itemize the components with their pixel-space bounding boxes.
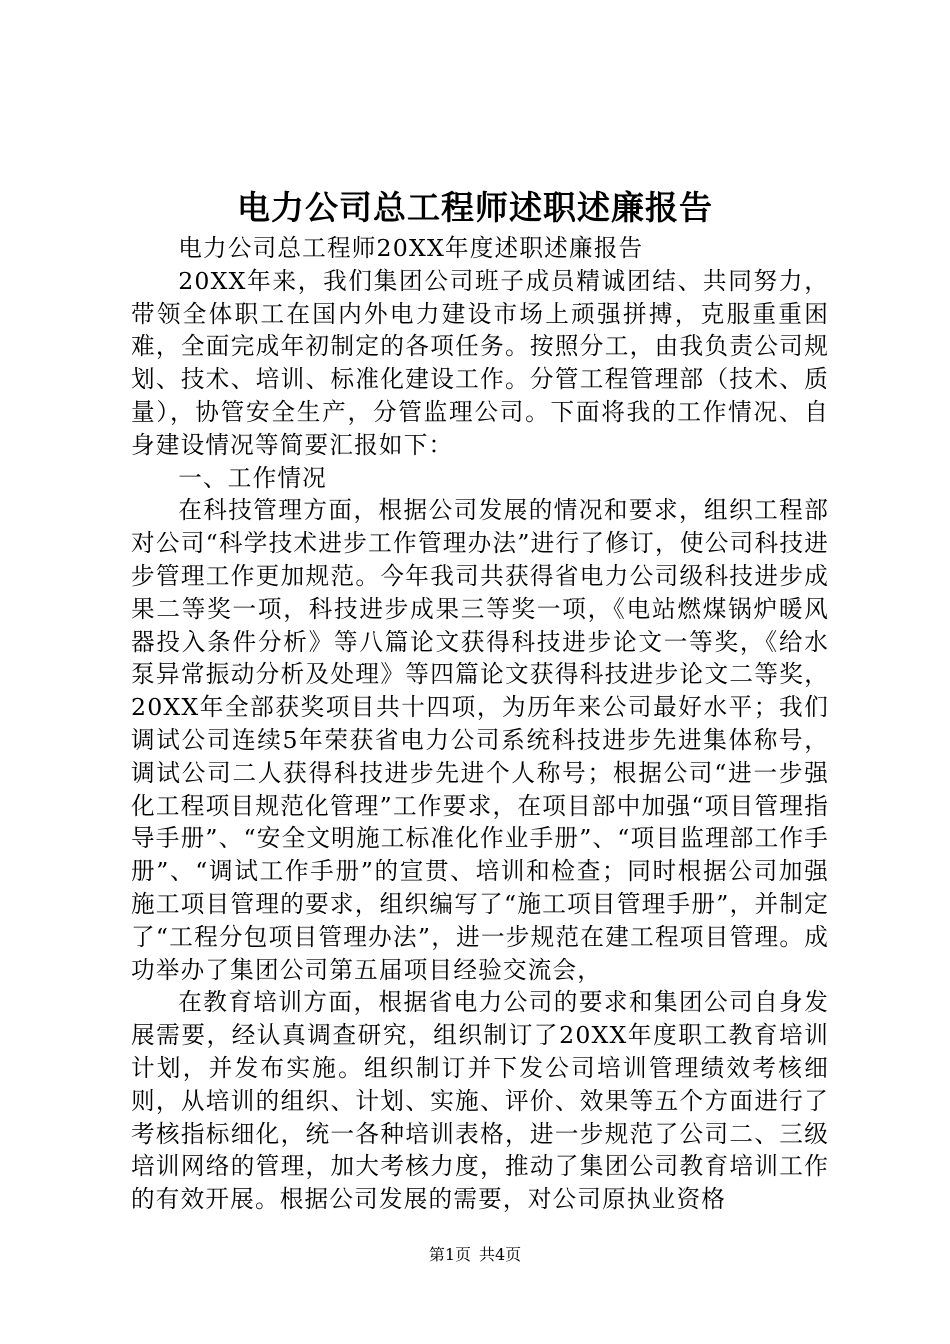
document-body — [131, 232, 829, 1216]
intro-paragraph: 20XX年来，我们集团公司班子成员精诚团结、共同努力，带领全体职工在国内外电力建设市场上顽强拼搏，克服重重困难，全面完成年初制定的各项任务。按照分工，由我负责公司规划、技术、培训、标准化建设工作。分管工程管理部（技术、质量），协管安全生产，分管监理公司。下面将我的工作情况、自身建设情况等简要汇报如下： — [131, 266, 829, 459]
training-paragraph: 在教育培训方面，根据省电力公司的要求和集团公司自身发展需要，经认真调查研究，组织制订了20XX年度职工教育培训计划，并发布实施。组织制订并下发公司培训管理绩效考核细则，从培训的组织、计划、实施、评价、效果等五个方面进行了考核指标细化，统一各种培训表格，进一步规范了公司二、三级培训网络的管理，加大考核力度，推动了集团公司教育培训工作的有效开展。根据公司发展的需要，对公司原执业资格 — [131, 988, 829, 1214]
document-title: 电力公司总工程师述职述廉报告 — [237, 188, 713, 227]
tech-management-paragraph: 在科技管理方面，根据公司发展的情况和要求，组织工程部对公司“科学技术进步工作管理办法”进行了修订，使公司科技进步管理工作更加规范。今年我司共获得省电力公司级科技进步成果二等奖一项，科技进步成果三等奖一项，《电站燃煤锅炉暖风器投入条件分析》等八篇论文获得科技进步论文一等奖，《给水泵异常振动分析及处理》等四篇论文获得科技进步论文二等奖，20XX年全部获奖项目共十四项，为历年来公司最好水平；我们调试公司连续5年荣获省电力公司系统科技进步先进集体称号，调试公司二人获得科技进步先进个人称号；根据公司“进一步强化工程项目规范化管理”工作要求，在项目部中加强“项目管理指导手册”、“安全文明施工标准化作业手册”、“项目监理部工作手册”、“调试工作手册”的宣贯、培训和检查；同时根据公司加强施工项目管理的要求，组织编写了“施工项目管理手册”，并制定了“工程分包项目管理办法”，进一步规范在建工程项目管理。成功举办了集团公司第五届项目经验交流会， — [131, 496, 829, 984]
page-total: 共4页 — [479, 1245, 522, 1264]
page-footer — [0, 1244, 950, 1266]
subtitle-paragraph: 电力公司总工程师20XX年度述职述廉报告 — [178, 234, 644, 262]
page-number: 第1页 — [428, 1245, 471, 1264]
section-heading: 一、工作情况 — [178, 463, 327, 492]
